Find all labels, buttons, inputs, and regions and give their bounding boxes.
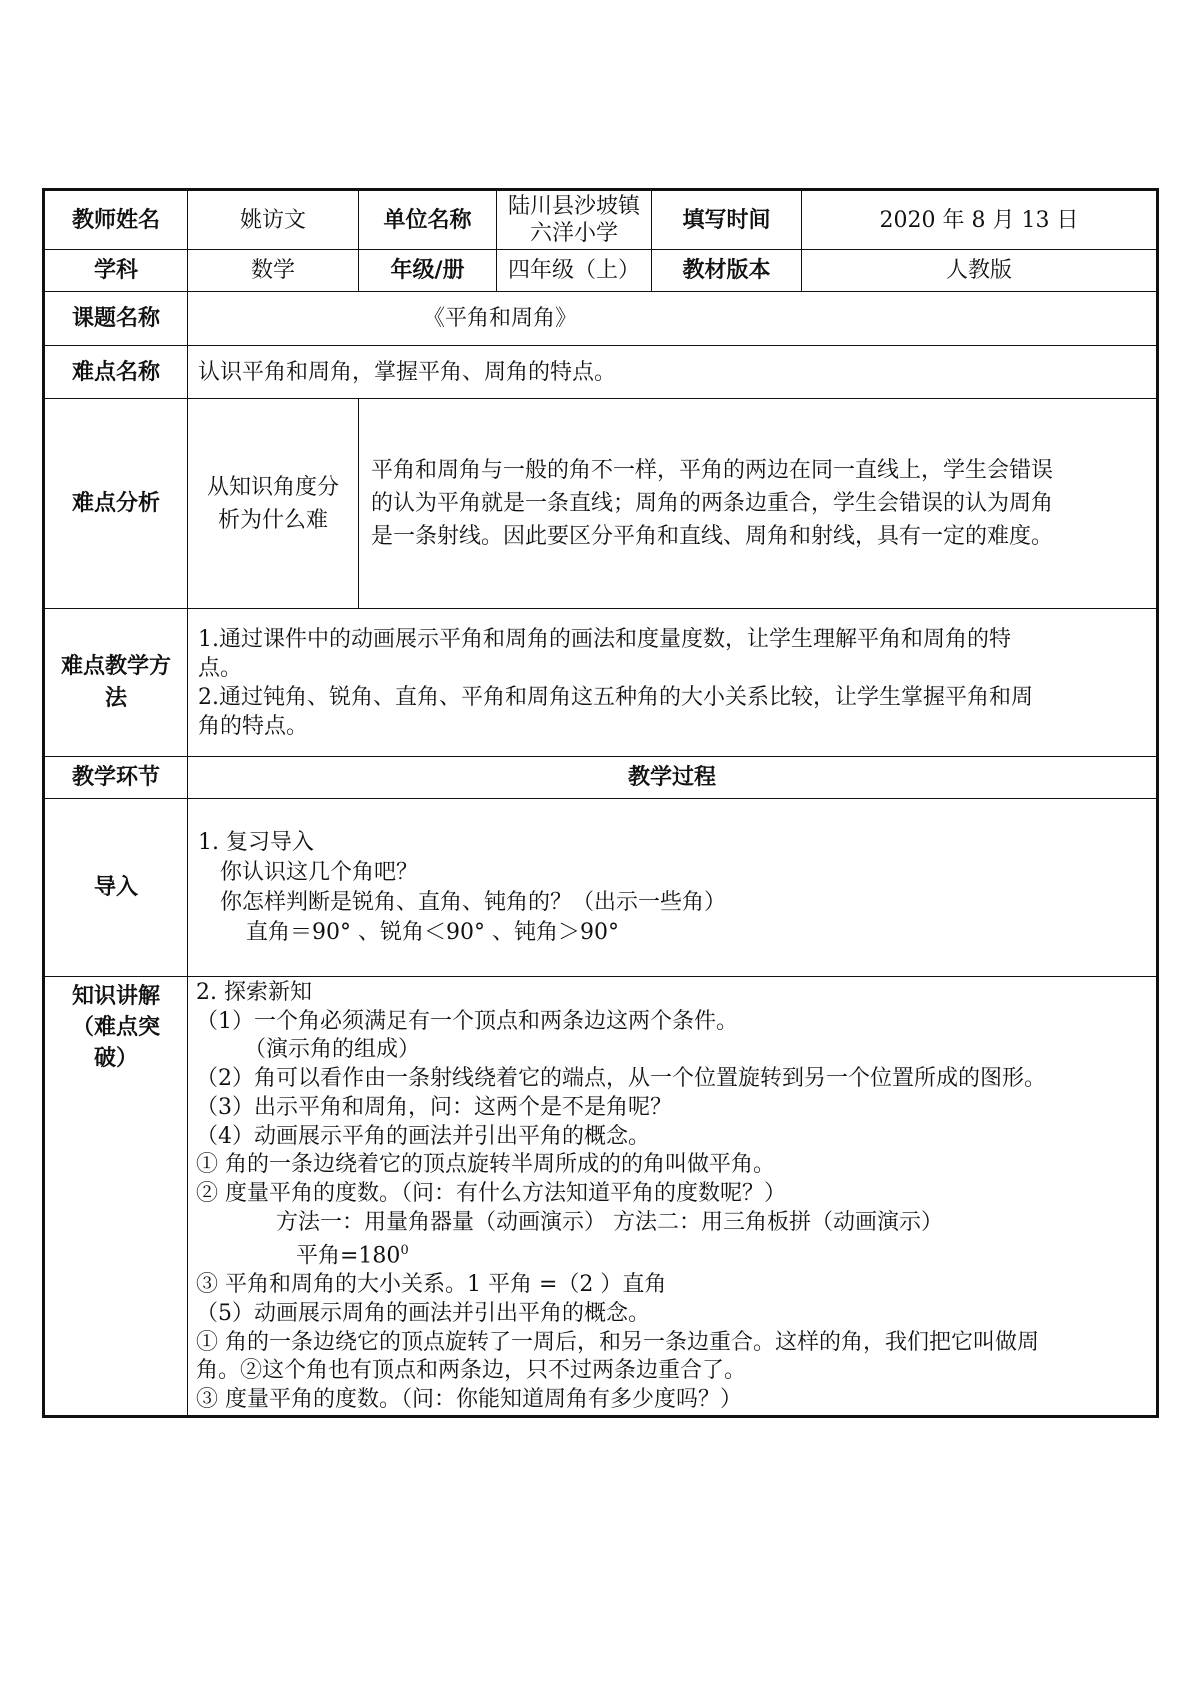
knowledge-line: 2. 探索新知 [196, 980, 312, 1005]
intro-row [44, 799, 1158, 977]
difficulty-value: 认识平角和周角，掌握平角、周角的特点。 [188, 346, 1158, 399]
fill-date-value: 2020 年 8 月 13 日 [802, 190, 1158, 250]
method-label-line1: 难点教学方 [60, 653, 171, 679]
teacher-name-value: 姚访文 [188, 190, 359, 250]
method-line: 角的特点。 [198, 713, 309, 739]
topic-title: 《平角和周角》 [423, 306, 578, 331]
knowledge-line: （5）动画展示周角的画法并引出平角的概念。 [196, 1301, 650, 1327]
teacher-name-label: 教师姓名 [44, 190, 188, 250]
knowledge-line: ③ 度量平角的度数。（问：你能知道周角有多少度吗？） [196, 1387, 742, 1413]
intro-line: 1. 复习导入 [198, 829, 314, 855]
process-header-row [44, 757, 1158, 799]
knowledge-label-line2: （难点突 [71, 1015, 160, 1040]
knowledge-row [44, 977, 1158, 1417]
topic-row [44, 292, 1158, 346]
knowledge-line: （演示角的组成） [244, 1037, 421, 1063]
header-row-2 [44, 250, 1158, 292]
knowledge-line: （3）出示平角和周角，问：这两个是不是角呢？ [196, 1094, 672, 1120]
knowledge-line: （4）动画展示平角的画法并引出平角的概念。 [196, 1123, 650, 1149]
method-line: 2.通过钝角、锐角、直角、平角和周角这五种角的大小关系比较，让学生掌握平角和周 [198, 684, 1033, 710]
method-row [44, 609, 1158, 757]
grade-value: 四年级（上） [497, 250, 652, 292]
analysis-sub-label-line1: 从知识角度分 [206, 474, 339, 500]
intro-line: 你怎样判断是锐角、直角、钝角的？（出示一些角） [220, 889, 727, 915]
intro-label: 导入 [44, 799, 188, 977]
unit-name-line1: 陆川县沙坡镇 [507, 194, 640, 219]
intro-line: 你认识这几个角吧？ [220, 859, 419, 885]
degree-superscript: 0 [400, 1243, 409, 1259]
knowledge-label-line1: 知识讲解 [71, 984, 160, 1009]
analysis-sub-label-line2: 析为什么难 [217, 507, 328, 533]
knowledge-text [188, 977, 1158, 1417]
flat-angle-value: 平角=180 [296, 1243, 401, 1269]
fill-date-label: 填写时间 [652, 190, 802, 250]
difficulty-row [44, 346, 1158, 399]
knowledge-line: ③ 平角和周角的大小关系。1 平角 =（2 ）直角 [196, 1272, 667, 1298]
analysis-line: 平角和周角与一般的角不一样，平角的两边在同一直线上，学生会错误 [371, 458, 1054, 483]
method-line: 1.通过课件中的动画展示平角和周角的画法和度量度数，让学生理解平角和周角的特 [198, 626, 1011, 652]
intro-line: 直角＝90° 、锐角＜90° 、钝角＞90° [246, 919, 619, 945]
analysis-text [359, 399, 1158, 609]
topic-label: 课题名称 [44, 292, 188, 346]
analysis-sub-label [188, 399, 359, 609]
process-title: 教学过程 [188, 757, 1158, 799]
lesson-plan-page [42, 188, 1156, 1418]
method-label-line2: 法 [104, 685, 127, 711]
subject-label: 学科 [44, 250, 188, 292]
analysis-label: 难点分析 [44, 399, 188, 609]
difficulty-label: 难点名称 [44, 346, 188, 399]
grade-label: 年级/册 [359, 250, 497, 292]
knowledge-line [196, 1237, 1148, 1271]
knowledge-line: ② 度量平角的度数。（问：有什么方法知道平角的度数呢？） [196, 1180, 786, 1206]
unit-name-value [497, 190, 652, 250]
edition-label: 教材版本 [652, 250, 802, 292]
process-step-label: 教学环节 [44, 757, 188, 799]
method-text [188, 609, 1158, 757]
method-label [44, 609, 188, 757]
knowledge-line: ① 角的一条边绕它的顶点旋转了一周后，和另一条边重合。这样的角，我们把它叫做周 [196, 1329, 1039, 1355]
unit-name-label: 单位名称 [359, 190, 497, 250]
topic-value [188, 292, 1158, 346]
lesson-plan-table [42, 188, 1159, 1418]
knowledge-line: （1）一个角必须满足有一个顶点和两条边这两个条件。 [196, 1008, 738, 1034]
knowledge-label-line3: 破） [93, 1046, 138, 1071]
knowledge-line: 方法一：用量角器量（动画演示） 方法二：用三角板拼（动画演示） [276, 1209, 943, 1235]
analysis-line: 的认为平角就是一条直线；周角的两条边重合，学生会错误的认为周角 [371, 491, 1054, 516]
analysis-row [44, 399, 1158, 609]
edition-value: 人教版 [802, 250, 1158, 292]
knowledge-line: 角。②这个角也有顶点和两条边，只不过两条边重合了。 [196, 1358, 747, 1384]
analysis-line: 是一条射线。因此要区分平角和直线、周角和射线，具有一定的难度。 [371, 524, 1054, 549]
intro-text [188, 799, 1158, 977]
header-row-1 [44, 190, 1158, 250]
unit-name-line2: 六洋小学 [529, 221, 618, 246]
method-line: 点。 [198, 655, 243, 681]
knowledge-label [44, 977, 188, 1417]
knowledge-line: ① 角的一条边绕着它的顶点旋转半周所成的的角叫做平角。 [196, 1152, 775, 1178]
knowledge-line: （2）角可以看作由一条射线绕着它的端点，从一个位置旋转到另一个位置所成的图形。 [196, 1066, 1046, 1092]
subject-value: 数学 [188, 250, 359, 292]
